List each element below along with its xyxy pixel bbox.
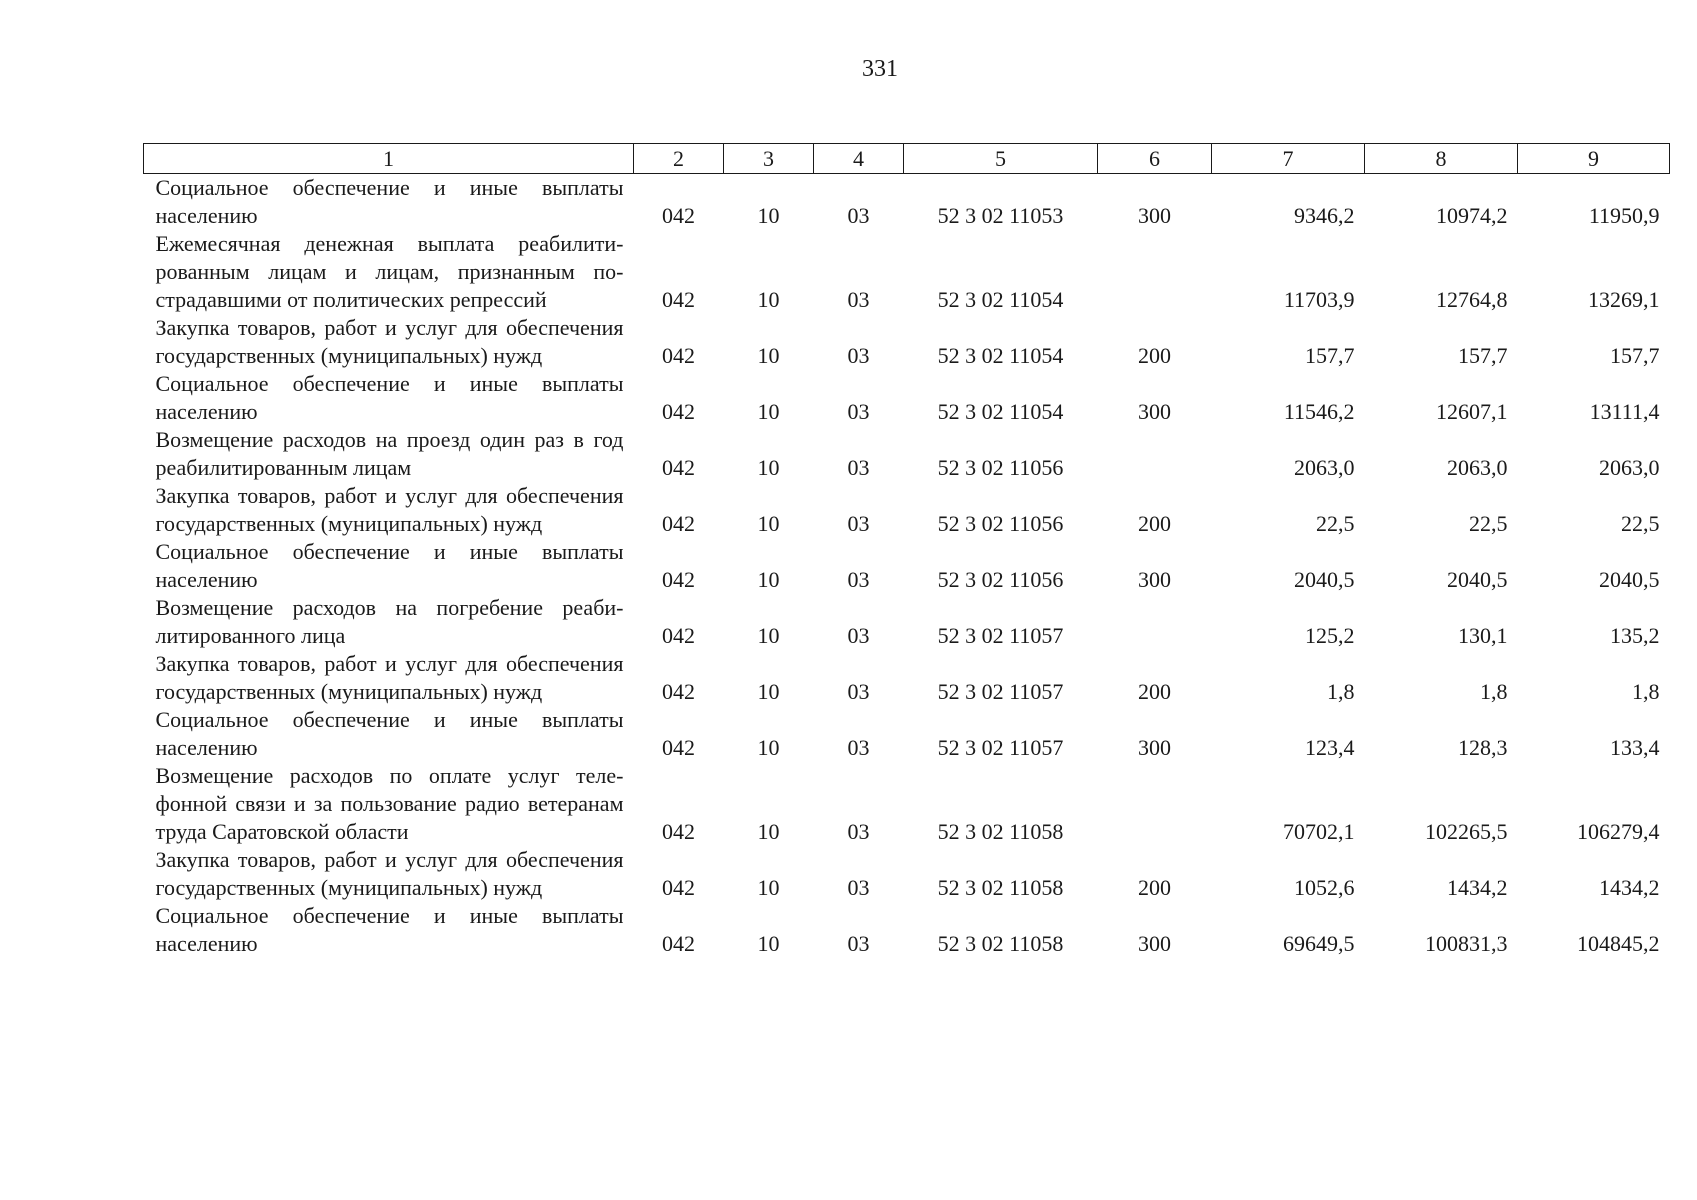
subsection-code-cell: 03 [847,511,870,536]
section-code-cell: 10 [757,287,780,312]
header-col-9: 9 [1518,144,1670,174]
amount-year2-cell: 128,3 [1458,735,1508,760]
subsection-code-cell: 03 [847,455,870,480]
subsection-code-cell: 03 [847,399,870,424]
amount-year2-cell: 102265,5 [1425,819,1508,844]
table-body [144,174,1670,959]
table-row [144,650,1670,706]
table-row [144,902,1670,958]
subsection-code-cell: 03 [847,931,870,956]
ministry-code-cell: 042 [662,343,695,368]
ministry-code-cell: 042 [662,511,695,536]
amount-year1-cell: 1052,6 [1294,875,1355,900]
header-col-4: 4 [814,144,904,174]
target-article-cell: 52 3 02 11058 [937,819,1064,844]
amount-year2-cell: 22,5 [1469,511,1508,536]
target-article-cell: 52 3 02 11058 [937,875,1064,900]
amount-year1-cell: 69649,5 [1283,931,1355,956]
row-name-cell: Закупка товаров, работ и услуг для обеспечения государственных (муниципальных) нужд [155,651,624,704]
target-article-cell: 52 3 02 11056 [937,455,1064,480]
amount-year2-cell: 12607,1 [1436,399,1508,424]
amount-year2-cell: 2063,0 [1447,455,1508,480]
subsection-code-cell: 03 [847,343,870,368]
amount-year1-cell: 157,7 [1305,343,1355,368]
table-header [144,144,1670,174]
expense-type-cell: 200 [1138,511,1171,536]
amount-year2-cell: 1434,2 [1447,875,1508,900]
section-code-cell: 10 [757,343,780,368]
row-name-cell: Социальное обеспечение и иные выплаты населению [155,903,624,956]
section-code-cell: 10 [757,735,780,760]
target-article-cell: 52 3 02 11053 [937,203,1064,228]
expense-type-cell: 200 [1138,875,1171,900]
amount-year1-cell: 2040,5 [1294,567,1355,592]
section-code-cell: 10 [757,399,780,424]
amount-year3-cell: 135,2 [1610,623,1660,648]
amount-year1-cell: 22,5 [1316,511,1355,536]
ministry-code-cell: 042 [662,819,695,844]
amount-year3-cell: 1,8 [1632,679,1660,704]
amount-year2-cell: 10974,2 [1436,203,1508,228]
amount-year1-cell: 11546,2 [1283,399,1355,424]
table-row [144,174,1670,231]
row-name-cell: Возмещение расходов на погребение реабилитированного лица [155,595,624,648]
table-row [144,230,1670,314]
expense-type-cell: 200 [1138,343,1171,368]
ministry-code-cell: 042 [662,203,695,228]
table-row [144,706,1670,762]
row-name-cell: Социальное обеспечение и иные выплаты населению [155,175,624,228]
subsection-code-cell: 03 [847,287,870,312]
amount-year3-cell: 1434,2 [1599,875,1660,900]
amount-year3-cell: 133,4 [1610,735,1660,760]
subsection-code-cell: 03 [847,819,870,844]
target-article-cell: 52 3 02 11056 [937,511,1064,536]
amount-year1-cell: 9346,2 [1294,203,1355,228]
row-name-cell: Социальное обеспечение и иные выплаты населению [155,539,624,592]
header-col-7: 7 [1212,144,1365,174]
amount-year1-cell: 123,4 [1305,735,1355,760]
ministry-code-cell: 042 [662,931,695,956]
ministry-code-cell: 042 [662,399,695,424]
amount-year3-cell: 22,5 [1621,511,1660,536]
header-col-8: 8 [1365,144,1518,174]
amount-year3-cell: 11950,9 [1588,203,1660,228]
header-col-3: 3 [724,144,814,174]
row-name-cell: Закупка товаров, работ и услуг для обеспечения государственных (муниципальных) нужд [155,847,624,900]
target-article-cell: 52 3 02 11057 [937,679,1064,704]
target-article-cell: 52 3 02 11054 [937,343,1064,368]
table-row [144,594,1670,650]
section-code-cell: 10 [757,455,780,480]
amount-year3-cell: 13269,1 [1588,287,1660,312]
header-col-5: 5 [904,144,1098,174]
amount-year1-cell: 2063,0 [1294,455,1355,480]
table-row [144,482,1670,538]
section-code-cell: 10 [757,875,780,900]
subsection-code-cell: 03 [847,203,870,228]
subsection-code-cell: 03 [847,735,870,760]
section-code-cell: 10 [757,511,780,536]
table-row [144,370,1670,426]
amount-year3-cell: 157,7 [1610,343,1660,368]
amount-year1-cell: 11703,9 [1283,287,1355,312]
row-name-cell: Закупка товаров, работ и услуг для обеспечения государственных (муниципальных) нужд [155,483,624,536]
row-name-cell: Возмещение расходов по оплате услуг телефонной связи и за пользование радио ветеранам труда Саратовской области [155,763,624,844]
header-row [144,144,1670,174]
ministry-code-cell: 042 [662,287,695,312]
expense-type-cell: 300 [1138,399,1171,424]
target-article-cell: 52 3 02 11056 [937,567,1064,592]
amount-year2-cell: 1,8 [1480,679,1508,704]
row-name-cell: Возмещение расходов на проезд один раз в год реабилитированным лицам [155,427,624,480]
expense-type-cell [1098,230,1212,314]
section-code-cell: 10 [757,203,780,228]
target-article-cell: 52 3 02 11057 [937,623,1064,648]
amount-year1-cell: 70702,1 [1283,819,1355,844]
row-name-cell: Закупка товаров, работ и услуг для обеспечения государственных (муниципальных) нужд [155,315,624,368]
section-code-cell: 10 [757,567,780,592]
subsection-code-cell: 03 [847,567,870,592]
expense-type-cell [1098,426,1212,482]
expense-type-cell: 200 [1138,679,1171,704]
header-col-2: 2 [634,144,724,174]
section-code-cell: 10 [757,931,780,956]
ministry-code-cell: 042 [662,455,695,480]
amount-year1-cell: 125,2 [1305,623,1355,648]
amount-year2-cell: 2040,5 [1447,567,1508,592]
target-article-cell: 52 3 02 11054 [937,399,1064,424]
expense-type-cell: 300 [1138,203,1171,228]
subsection-code-cell: 03 [847,623,870,648]
budget-table [143,143,1670,958]
row-name-cell: Ежемесячная денежная выплата реабилитированным лицам и лицам, признанным пострадавшими от политических репрессий [155,231,624,312]
amount-year2-cell: 12764,8 [1436,287,1508,312]
amount-year3-cell: 2063,0 [1599,455,1660,480]
amount-year2-cell: 130,1 [1458,623,1508,648]
amount-year3-cell: 2040,5 [1599,567,1660,592]
amount-year3-cell: 13111,4 [1589,399,1660,424]
amount-year3-cell: 106279,4 [1577,819,1660,844]
expense-type-cell: 300 [1138,735,1171,760]
row-name-cell: Социальное обеспечение и иные выплаты населению [155,707,624,760]
table-row [144,846,1670,902]
subsection-code-cell: 03 [847,679,870,704]
expense-type-cell [1098,762,1212,846]
row-name-cell: Социальное обеспечение и иные выплаты населению [155,371,624,424]
expense-type-cell: 300 [1138,567,1171,592]
expense-type-cell: 300 [1138,931,1171,956]
page-number: 331 [862,56,898,82]
amount-year1-cell: 1,8 [1327,679,1355,704]
target-article-cell: 52 3 02 11057 [937,735,1064,760]
expense-type-cell [1098,594,1212,650]
amount-year3-cell: 104845,2 [1577,931,1660,956]
ministry-code-cell: 042 [662,679,695,704]
subsection-code-cell: 03 [847,875,870,900]
table-row [144,314,1670,370]
section-code-cell: 10 [757,623,780,648]
header-col-6: 6 [1098,144,1212,174]
table-row [144,426,1670,482]
ministry-code-cell: 042 [662,875,695,900]
target-article-cell: 52 3 02 11058 [937,931,1064,956]
header-col-1: 1 [144,144,634,174]
amount-year2-cell: 100831,3 [1425,931,1508,956]
target-article-cell: 52 3 02 11054 [937,287,1064,312]
ministry-code-cell: 042 [662,623,695,648]
table-row [144,762,1670,846]
table-row [144,538,1670,594]
ministry-code-cell: 042 [662,735,695,760]
amount-year2-cell: 157,7 [1458,343,1508,368]
ministry-code-cell: 042 [662,567,695,592]
section-code-cell: 10 [757,819,780,844]
section-code-cell: 10 [757,679,780,704]
